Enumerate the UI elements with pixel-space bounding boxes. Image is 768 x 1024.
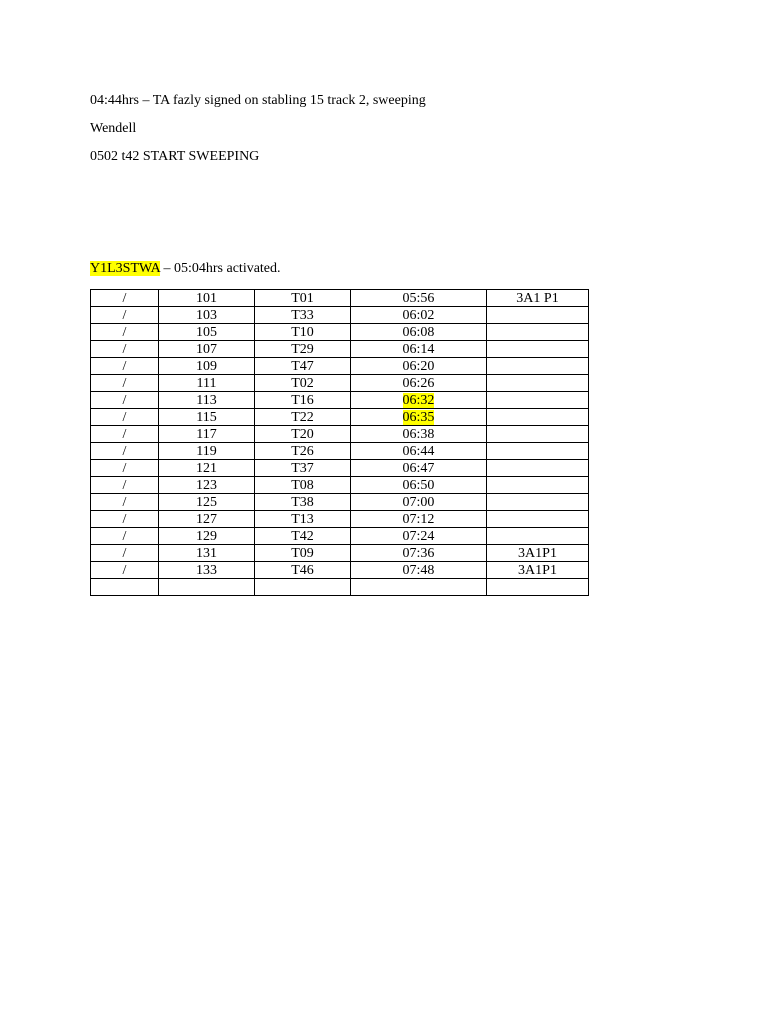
note-cell xyxy=(487,375,589,392)
train-id-cell: T16 xyxy=(255,392,351,409)
row-mark-cell: / xyxy=(91,528,159,545)
row-mark-cell: / xyxy=(91,392,159,409)
train-id-cell: T22 xyxy=(255,409,351,426)
departure-time-cell: 07:00 xyxy=(351,494,487,511)
row-mark-cell: / xyxy=(91,443,159,460)
note-cell xyxy=(487,511,589,528)
note-cell: 3A1P1 xyxy=(487,545,589,562)
log-entry-start-sweeping: 0502 t42 START SWEEPING xyxy=(90,149,260,164)
departure-time-cell: 07:12 xyxy=(351,511,487,528)
row-mark-cell xyxy=(91,579,159,596)
row-mark-cell: / xyxy=(91,562,159,579)
row-mark-cell: / xyxy=(91,375,159,392)
train-id-cell: T13 xyxy=(255,511,351,528)
table-row xyxy=(91,528,589,545)
train-id-cell: T20 xyxy=(255,426,351,443)
row-mark-cell: / xyxy=(91,324,159,341)
train-id-cell: T38 xyxy=(255,494,351,511)
table-row xyxy=(91,426,589,443)
departure-time-cell: 06:38 xyxy=(351,426,487,443)
departure-time-cell: 06:20 xyxy=(351,358,487,375)
note-cell: 3A1P1 xyxy=(487,562,589,579)
train-id-cell: T29 xyxy=(255,341,351,358)
note-cell xyxy=(487,409,589,426)
run-number-cell: 101 xyxy=(159,290,255,307)
note-cell xyxy=(487,460,589,477)
row-mark-cell: / xyxy=(91,545,159,562)
note-cell xyxy=(487,426,589,443)
table-row xyxy=(91,307,589,324)
departure-time-cell xyxy=(351,409,487,426)
departure-time-cell xyxy=(351,579,487,596)
train-id-cell: T46 xyxy=(255,562,351,579)
run-number-cell: 121 xyxy=(159,460,255,477)
run-number-cell: 129 xyxy=(159,528,255,545)
departure-time-cell: 06:02 xyxy=(351,307,487,324)
run-number-cell: 119 xyxy=(159,443,255,460)
run-number-cell: 125 xyxy=(159,494,255,511)
table-row xyxy=(91,290,589,307)
run-number-cell: 111 xyxy=(159,375,255,392)
note-cell xyxy=(487,358,589,375)
table-row xyxy=(91,511,589,528)
note-cell xyxy=(487,579,589,596)
row-mark-cell: / xyxy=(91,426,159,443)
train-id-cell: T01 xyxy=(255,290,351,307)
row-mark-cell: / xyxy=(91,494,159,511)
note-cell xyxy=(487,477,589,494)
note-cell xyxy=(487,307,589,324)
table-row xyxy=(91,545,589,562)
run-number-cell xyxy=(159,579,255,596)
table-row xyxy=(91,443,589,460)
train-id-cell: T08 xyxy=(255,477,351,494)
run-number-cell: 131 xyxy=(159,545,255,562)
note-cell xyxy=(487,494,589,511)
departure-time-cell xyxy=(351,392,487,409)
table-row xyxy=(91,375,589,392)
departure-time-cell: 06:44 xyxy=(351,443,487,460)
run-number-cell: 117 xyxy=(159,426,255,443)
row-mark-cell: / xyxy=(91,307,159,324)
train-id-cell xyxy=(255,579,351,596)
row-mark-cell: / xyxy=(91,477,159,494)
row-mark-cell: / xyxy=(91,358,159,375)
departure-time-cell: 05:56 xyxy=(351,290,487,307)
train-id-cell: T26 xyxy=(255,443,351,460)
note-cell xyxy=(487,392,589,409)
row-mark-cell: / xyxy=(91,460,159,477)
row-mark-cell: / xyxy=(91,409,159,426)
departure-time-cell: 06:47 xyxy=(351,460,487,477)
row-mark-cell: / xyxy=(91,511,159,528)
departure-time-cell: 07:48 xyxy=(351,562,487,579)
run-number-cell: 105 xyxy=(159,324,255,341)
train-id-cell: T42 xyxy=(255,528,351,545)
train-id-cell: T10 xyxy=(255,324,351,341)
note-cell: 3A1 P1 xyxy=(487,290,589,307)
activation-line xyxy=(90,261,281,277)
run-number-cell: 123 xyxy=(159,477,255,494)
table-row xyxy=(91,579,589,596)
run-number-cell: 109 xyxy=(159,358,255,375)
row-mark-cell: / xyxy=(91,290,159,307)
train-id-cell: T47 xyxy=(255,358,351,375)
activation-text: – 05:04hrs activated. xyxy=(160,261,281,276)
train-id-cell: T37 xyxy=(255,460,351,477)
run-number-cell: 127 xyxy=(159,511,255,528)
table-row xyxy=(91,477,589,494)
run-number-cell: 113 xyxy=(159,392,255,409)
log-entry-sign-on: 04:44hrs – TA fazly signed on stabling 15 track 2, sweeping xyxy=(90,93,426,108)
run-number-cell: 133 xyxy=(159,562,255,579)
table-row xyxy=(91,494,589,511)
table-row xyxy=(91,392,589,409)
row-mark-cell: / xyxy=(91,341,159,358)
table-row xyxy=(91,324,589,341)
note-cell xyxy=(487,341,589,358)
run-number-cell: 103 xyxy=(159,307,255,324)
train-id-cell: T09 xyxy=(255,545,351,562)
schedule-table xyxy=(90,289,589,596)
note-cell xyxy=(487,443,589,460)
departure-time-cell: 06:08 xyxy=(351,324,487,341)
table-row xyxy=(91,460,589,477)
train-id-cell: T02 xyxy=(255,375,351,392)
log-entry-name: Wendell xyxy=(90,121,137,136)
table-row xyxy=(91,409,589,426)
highlighted-time: 06:32 xyxy=(402,392,435,408)
departure-time-cell: 06:14 xyxy=(351,341,487,358)
activation-code: Y1L3STWA xyxy=(90,261,160,276)
departure-time-cell: 07:36 xyxy=(351,545,487,562)
note-cell xyxy=(487,324,589,341)
departure-time-cell: 06:26 xyxy=(351,375,487,392)
table-row xyxy=(91,341,589,358)
departure-time-cell: 07:24 xyxy=(351,528,487,545)
note-cell xyxy=(487,528,589,545)
train-id-cell: T33 xyxy=(255,307,351,324)
departure-time-cell: 06:50 xyxy=(351,477,487,494)
table-row xyxy=(91,358,589,375)
schedule-table-body xyxy=(91,290,589,596)
run-number-cell: 115 xyxy=(159,409,255,426)
table-row xyxy=(91,562,589,579)
highlighted-time: 06:35 xyxy=(402,409,435,425)
run-number-cell: 107 xyxy=(159,341,255,358)
